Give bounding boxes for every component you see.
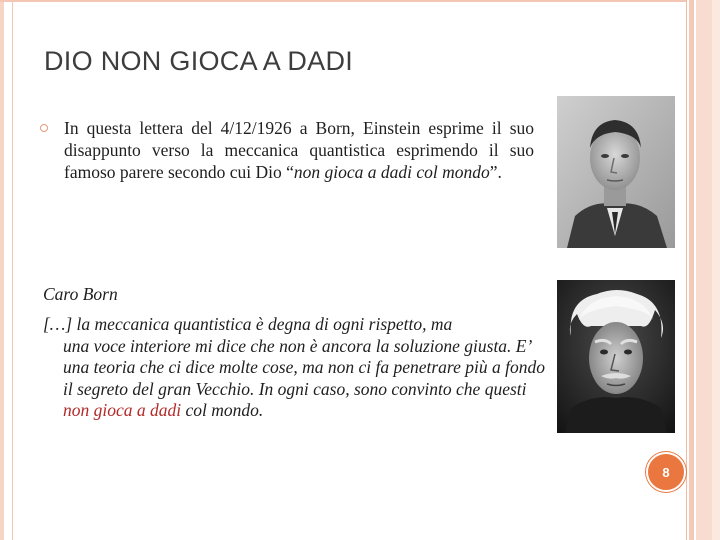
right-border-band-light bbox=[712, 0, 720, 540]
letter-quote-highlight: non gioca a dadi bbox=[63, 400, 182, 420]
portrait-photo-einstein bbox=[557, 280, 675, 433]
left-border-strip bbox=[0, 0, 4, 540]
bullet-ring-icon bbox=[40, 124, 48, 132]
letter-quote-line1: […] la meccanica quantistica è degna di ogni rispetto, ma bbox=[43, 314, 453, 334]
bullet-paragraph bbox=[64, 117, 534, 183]
right-border-strip bbox=[689, 0, 694, 540]
letter-salutation: Caro Born bbox=[43, 284, 118, 304]
portrait-photo-young-man bbox=[557, 96, 675, 248]
bullet-text-part2: ”. bbox=[489, 162, 502, 182]
slide-title: DIO NON GIOCA A DADI bbox=[44, 46, 354, 76]
letter-quote-text: una voce interiore mi dice che non è ancora la soluzione giusta. E’ una teoria che ci dice molte cose, ma non ci fa penetrare più a fondo il segreto del gran Vecchio. In ogni caso, sono convinto che questi bbox=[63, 335, 545, 399]
letter-quote-body bbox=[43, 336, 548, 422]
bullet-text-part1: In questa lettera del 4/12/1926 a Born, Einstein esprime il suo disappunto verso la meccanica quantistica esprimendo il suo famoso parere secondo cui Dio “ bbox=[64, 118, 534, 182]
page-number-badge: 8 bbox=[646, 452, 686, 492]
right-border-line bbox=[686, 0, 687, 540]
right-border-band bbox=[696, 0, 712, 540]
bullet-text-italic: non gioca a dadi col mondo bbox=[293, 162, 490, 182]
letter-quote bbox=[43, 314, 548, 422]
letter-quote-ending: col mondo. bbox=[181, 400, 264, 420]
left-border-line bbox=[12, 0, 13, 540]
top-border-line bbox=[0, 0, 686, 2]
